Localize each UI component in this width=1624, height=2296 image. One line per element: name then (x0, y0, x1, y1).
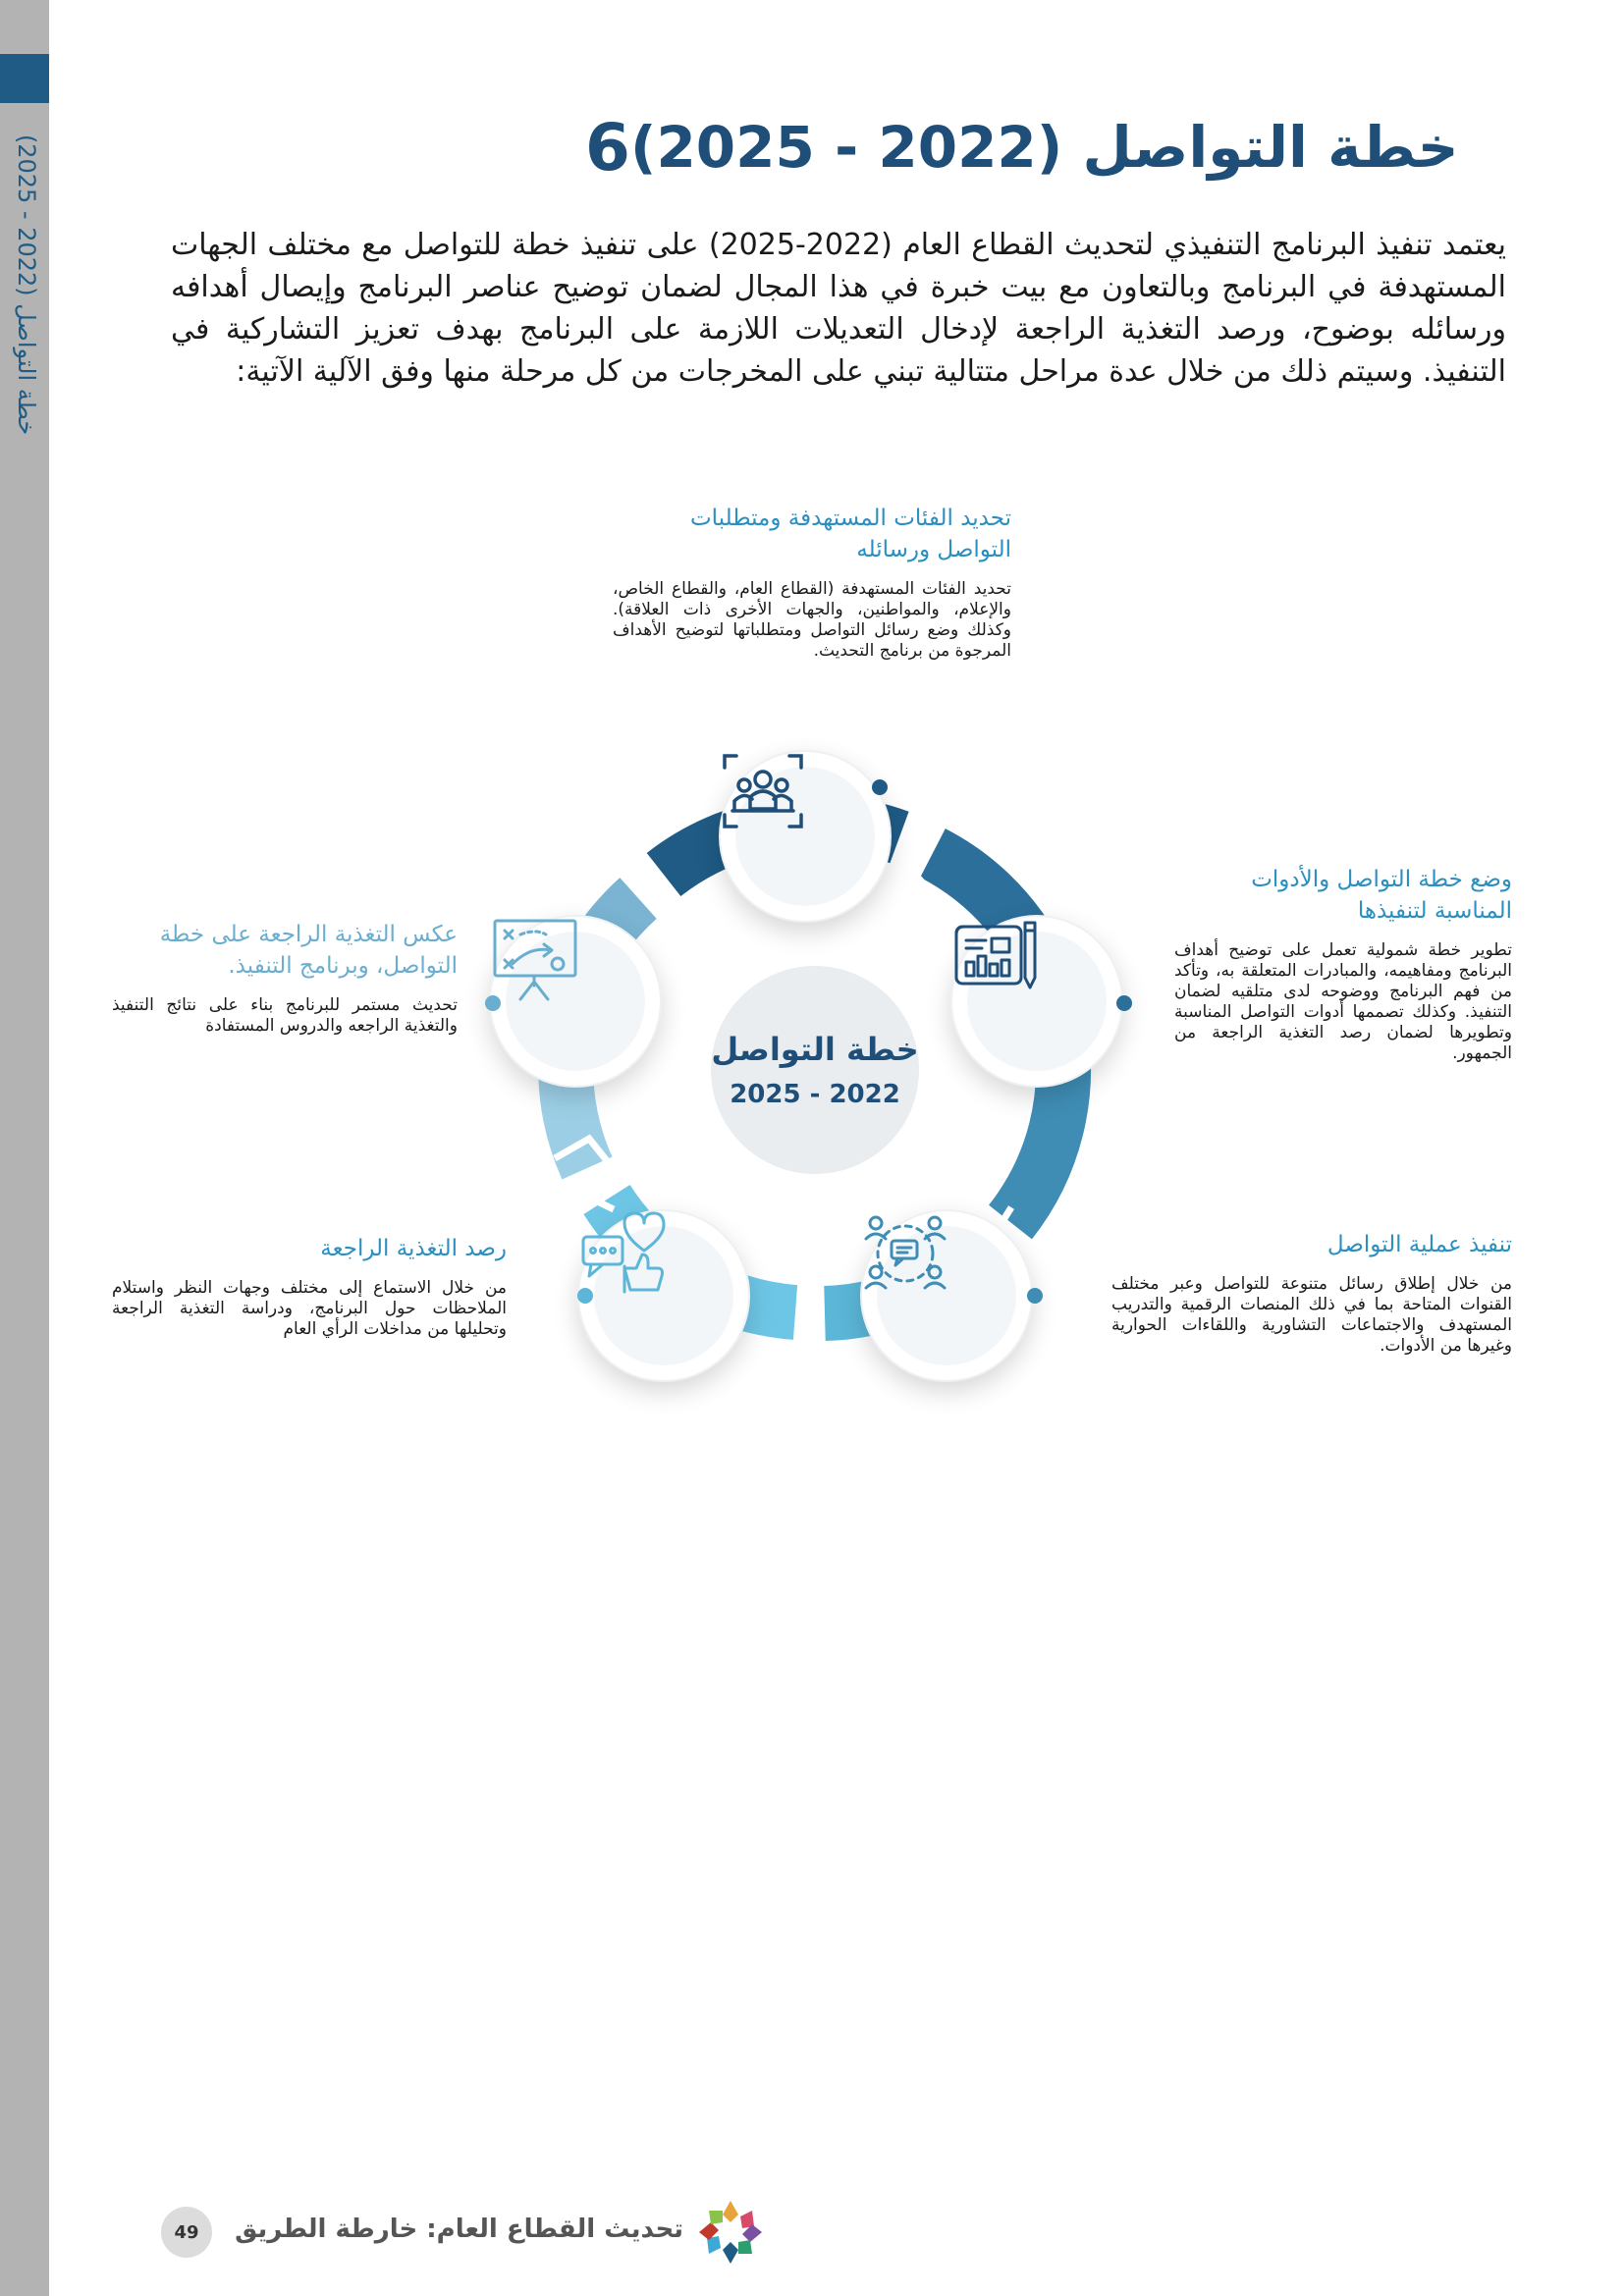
center-disc (711, 966, 919, 1174)
step-dot-4 (577, 1288, 593, 1304)
step-dot-3 (1027, 1288, 1043, 1304)
page-number: 49 (161, 2207, 212, 2258)
step-node-2 (950, 915, 1123, 1088)
step-dot-1 (872, 779, 888, 795)
step-3 (1111, 1229, 1512, 1357)
step-4-description: من خلال الاستماع إلى مختلف وجهات النظر واستلام الملاحظات حول البرنامج، ودراسة التغذية الراجعة وتحليلها من مداخلات الرأي العام (112, 1278, 507, 1339)
step-dot-5 (485, 995, 501, 1011)
network-chat-icon (862, 1211, 948, 1296)
step-1-description: تحديد الفئات المستهدفة (القطاع العام، والقطاع الخاص، والإعلام، والمواطنين، والجهات الأخرى ذات العلاقة). وكذلك وضع رسائل التواصل ومتطلباتها لتوضيح الأهداف المرجوة من برنامج التحديث. (613, 579, 1011, 661)
step-2 (1174, 864, 1512, 1064)
step-1 (613, 503, 1011, 662)
step-5-title: عكس التغذية الراجعة على خطة التواصل، وبرنامج التنفيذ. (159, 922, 458, 979)
step-5-description: تحديث مستمر للبرنامج بناء على نتائج التنفيذ والتغذية الراجعه والدروس المستفادة (112, 995, 458, 1036)
people-group-icon (721, 752, 805, 830)
ring-segment-2 (933, 853, 1053, 991)
running-head-text: خطة التواصل (2022 - 2025) (13, 133, 40, 436)
step-2-title: وضع خطة التواصل والأدوات المناسبة لتنفيذها (1251, 867, 1512, 924)
ring-segment-5 (607, 1200, 795, 1312)
step-5 (112, 919, 458, 1037)
step-3-description: من خلال إطلاق رسائل متنوعة للتواصل وعبر مختلف القنوات المتاحة بما في ذلك المنصات الرقمية والتدريب المستهدف والاجتماعات التشاورية واللقاءات الحوارية وغيرها من الأدوات. (1111, 1274, 1512, 1356)
ring-segment-6 (566, 982, 587, 1168)
step-node-1 (719, 750, 892, 923)
step-1-title: تحديد الفئات المستهدفة ومتطلبات التواصل ورسائله (690, 506, 1011, 562)
intro-paragraph: يعتمد تنفيذ البرنامج التنفيذي لتحديث القطاع العام (2022-2025) على تنفيذ خطة للتواصل مع مختلف الجهات المستهدفة في البرنامج وبالتعاون مع بيت خبرة في هذا المجال لضمان توضيح عناصر البرنامج وإيصال أهدافه ورسائله بوضوح، ورصد التغذية الراجعة لإدخال التعديلات اللازمة على البرنامج بهدف تعزيز التشاركية في التنفيذ. وسيتم ذلك من خلال عدة مراحل متتالية تبني على المخرجات من كل مرحلة منها وفق الآلية الآتية: (171, 228, 1506, 389)
footer-publication-title: تحديث القطاع العام: خارطة الطريق (235, 2215, 683, 2244)
step-node-5 (489, 915, 662, 1088)
ring-segment-1 (664, 823, 899, 875)
running-head (4, 118, 49, 452)
ring-segment-4 (825, 1247, 987, 1313)
step-node-3 (860, 1209, 1033, 1382)
step-4-title: رصد التغذية الراجعة (320, 1236, 507, 1261)
feedback-icon (579, 1211, 668, 1296)
center-years: 2025 - 2022 (730, 1080, 900, 1109)
step-node-4 (577, 1209, 750, 1382)
step-4 (112, 1233, 507, 1340)
strategy-board-icon (491, 917, 579, 1001)
section-number: 6 (585, 109, 630, 186)
step-3-title: تنفيذ عملية التواصل (1326, 1232, 1512, 1257)
side-accent-block (0, 54, 49, 103)
emblem-logo-icon (691, 2193, 770, 2271)
section-heading (526, 98, 1508, 196)
center-title: خطة التواصل (711, 1031, 919, 1068)
ring-segment-3 (1010, 1026, 1063, 1222)
blueprint-icon (952, 917, 1041, 995)
page-title: خطة التواصل (2022 - 2025) (629, 114, 1459, 181)
step-2-description: تطوير خطة شمولية تعمل على توضيح أهداف البرنامج ومفاهيمه، والمبادرات المتعلقة به، وتأكد من فهم البرنامج ووضوحه لدى متلقيه لضمان التنفيذ. وكذلك تصممها أدوات التواصل المناسبة وتطويرها لضمان رصد التغذية الراجعة من الجمهور. (1174, 940, 1512, 1063)
step-dot-2 (1116, 995, 1132, 1011)
ring-segment-7 (595, 898, 638, 949)
